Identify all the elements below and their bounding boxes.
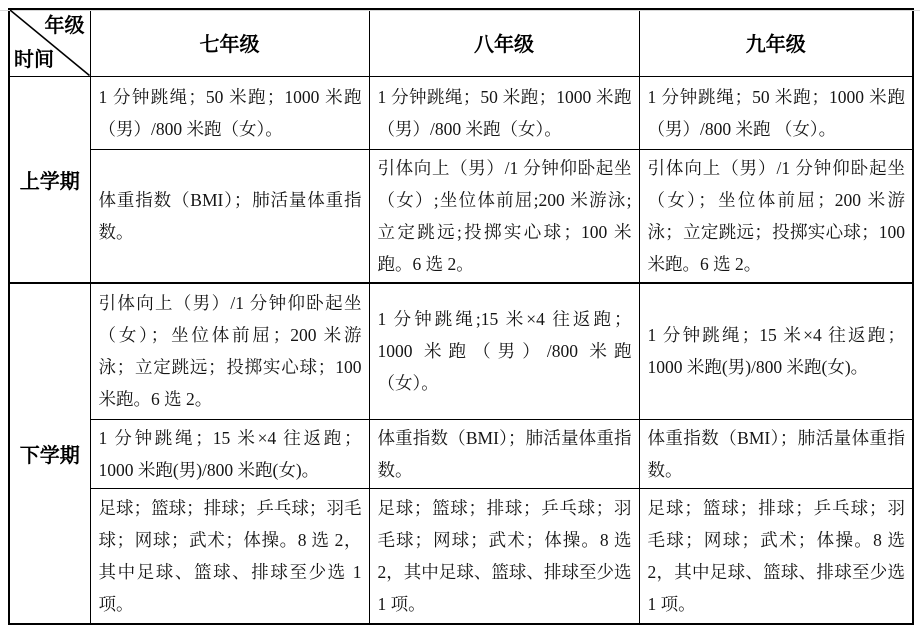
cell-sem2-row1-grade9: 1 分钟跳绳；15 米×4 往返跑；1000 米跑(男)/800 米跑(女)。 (639, 283, 913, 420)
cell-sem1-row2-grade9: 引体向上（男）/1 分钟仰卧起坐（女）；坐位体前屈；200 米游泳；立定跳远；投掷实心球；100 米跑。6 选 2。 (639, 149, 913, 283)
cell-sem1-row1-grade7: 1 分钟跳绳；50 米跑；1000 米跑（男）/800 米跑（女）。 (90, 76, 369, 149)
cell-sem2-row1-grade8: 1 分钟跳绳;15 米×4 往返跑；1000 米跑（男）/800 米跑（女）。 (369, 283, 639, 420)
header-row (9, 9, 913, 76)
second-semester-row-1 (9, 283, 913, 420)
corner-label-grade: 年级 (44, 15, 85, 37)
cell-sem2-row2-grade7: 1 分钟跳绳；15 米×4 往返跑；1000 米跑(男)/800 米跑(女)。 (90, 420, 369, 489)
cell-sem2-row3-grade7: 足球；篮球；排球；乒乓球；羽毛球；网球；武术；体操。8 选 2，其中足球、篮球、排球至少选 1 项。 (90, 489, 369, 624)
cell-sem2-row3-grade8: 足球；篮球；排球；乒乓球；羽毛球；网球；武术；体操。8 选 2，其中足球、篮球、排球至少选 1 项。 (369, 489, 639, 624)
first-semester-row-1 (9, 76, 913, 149)
scan-edge-line (0, 10, 920, 11)
row-label-first-semester: 上学期 (9, 76, 90, 283)
column-header-grade-9: 九年级 (639, 9, 913, 76)
column-header-grade-8: 八年级 (369, 9, 639, 76)
cell-sem1-row1-grade8: 1 分钟跳绳；50 米跑；1000 米跑（男）/800 米跑（女）。 (369, 76, 639, 149)
first-semester-row-2 (9, 149, 913, 283)
cell-sem1-row1-grade9: 1 分钟跳绳；50 米跑；1000 米跑（男）/800 米跑 （女）。 (639, 76, 913, 149)
second-semester-row-3 (9, 489, 913, 624)
cell-sem2-row2-grade9: 体重指数（BMI）；肺活量体重指数。 (639, 420, 913, 489)
cell-sem2-row2-grade8: 体重指数（BMI）；肺活量体重指数。 (369, 420, 639, 489)
second-semester-row-2 (9, 420, 913, 489)
cell-sem1-row2-grade7: 体重指数（BMI）；肺活量体重指数。 (90, 149, 369, 283)
row-label-second-semester: 下学期 (9, 283, 90, 624)
corner-label-time: 时间 (14, 48, 54, 71)
cell-sem2-row1-grade7: 引体向上（男）/1 分钟仰卧起坐（女）；坐位体前屈；200 米游泳；立定跳远；投掷实心球；100 米跑。6 选 2。 (90, 283, 369, 420)
column-header-grade-7: 七年级 (90, 9, 369, 76)
corner-cell (9, 9, 90, 76)
cell-sem2-row3-grade9: 足球；篮球；排球；乒乓球；羽毛球；网球；武术；体操。8 选 2，其中足球、篮球、排球至少选 1 项。 (639, 489, 913, 624)
cell-sem1-row2-grade8: 引体向上（男）/1 分钟仰卧起坐（女）;坐位体前屈;200 米游泳;立定跳远;投掷实心球；100 米跑。6 选 2。 (369, 149, 639, 283)
pe-test-schedule-table (8, 8, 914, 625)
